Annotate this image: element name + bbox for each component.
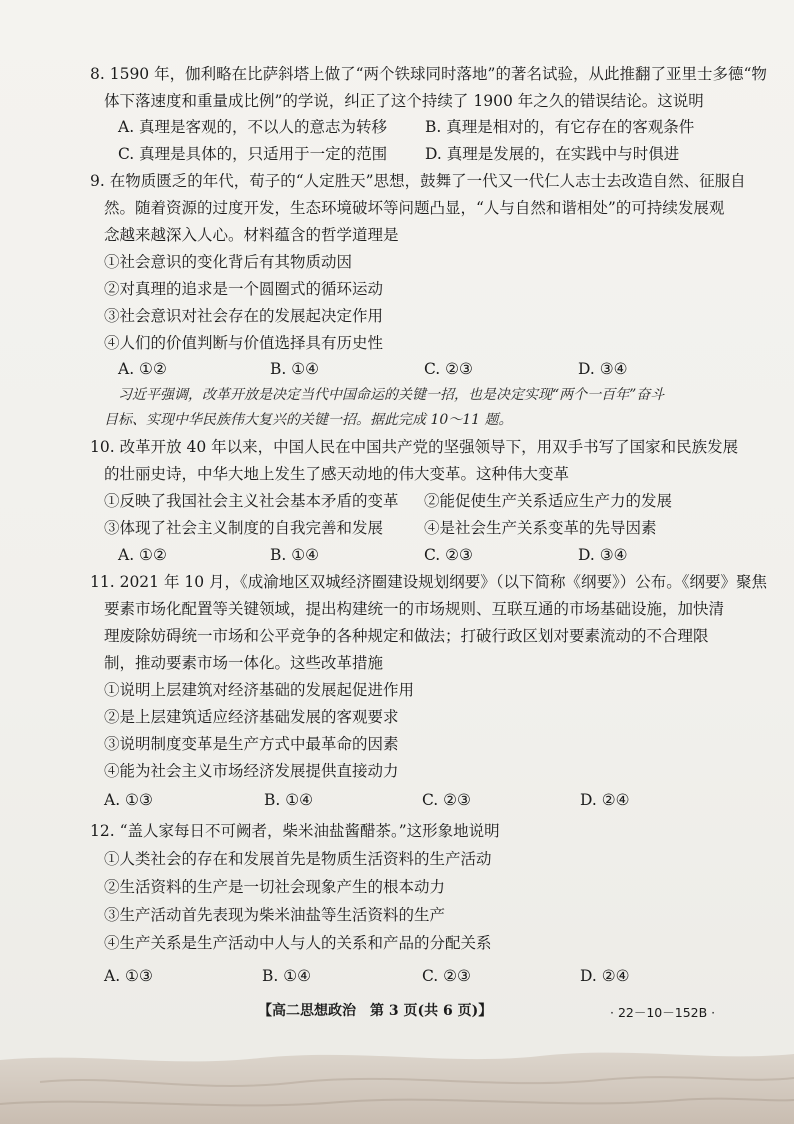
q11-stem-line-2: 要素市场化配置等关键领域，提出构建统一的市场规则、互联互通的市场基础设施，加快清	[104, 600, 725, 618]
page-bottom-edge-shadow	[0, 1038, 794, 1124]
page-footer-label: 【高二思想政治 第 3 页(共 6 页)】	[258, 1003, 493, 1019]
q9-stem-line-2: 然。随着资源的过度开发，生态环境破坏等问题凸显，“人与自然和谐相处”的可持续发展观	[104, 199, 725, 217]
q10-stem-line-2: 的壮丽史诗，中华大地上发生了感天动地的伟大变革。这种伟大变革	[104, 465, 570, 483]
q9-option-b: B. ①④	[270, 360, 320, 378]
q10-statement-1: ①反映了我国社会主义社会基本矛盾的变革	[104, 492, 399, 510]
q11-stem-line-4: 制，推动要素市场一体化。这些改革措施	[104, 654, 384, 672]
q12-statement-3: ③生产活动首先表现为柴米油盐等生活资料的生产	[104, 906, 446, 924]
q10-option-b: B. ①④	[270, 546, 320, 564]
q10-statement-2: ②能促使生产关系适应生产力的发展	[424, 492, 673, 510]
material-note-line-1: 习近平强调，改革开放是决定当代中国命运的关键一招，也是决定实现“两个一百年”奋斗	[118, 387, 665, 403]
q11-option-d: D. ②④	[580, 791, 630, 809]
q9-statement-2: ②对真理的追求是一个圆圈式的循环运动	[104, 280, 384, 298]
q12-option-c: C. ②③	[422, 967, 471, 985]
q9-stem-line-3: 念越来越深入人心。材料蕴含的哲学道理是	[104, 226, 399, 244]
q12-option-b: B. ①④	[262, 967, 312, 985]
q10-option-c: C. ②③	[424, 546, 473, 564]
q12-statement-2: ②生活资料的生产是一切社会现象产生的根本动力	[104, 878, 446, 896]
q11-option-a: A. ①③	[104, 791, 153, 809]
q10-stem-line-1: 10. 改革开放 40 年以来，中国人民在中国共产党的坚强领导下，用双手书写了国家和民族发展	[90, 438, 739, 456]
q11-statement-4: ④能为社会主义市场经济发展提供直接动力	[104, 762, 399, 780]
q11-statement-3: ③说明制度变革是生产方式中最革命的因素	[104, 735, 399, 753]
q10-option-d: D. ③④	[578, 546, 628, 564]
q9-statement-4: ④人们的价值判断与价值选择具有历史性	[104, 334, 384, 352]
q9-option-c: C. ②③	[424, 360, 473, 378]
q9-statement-1: ①社会意识的变化背后有其物质动因	[104, 253, 353, 271]
q12-statement-4: ④生产关系是生产活动中人与人的关系和产品的分配关系	[104, 934, 492, 952]
q10-statement-3: ③体现了社会主义制度的自我完善和发展	[104, 519, 384, 537]
q8-option-d: D. 真理是发展的，在实践中与时俱进	[425, 145, 680, 163]
q11-option-c: C. ②③	[422, 791, 471, 809]
q9-stem-line-1: 9. 在物质匮乏的年代，荀子的“人定胜天”思想，鼓舞了一代又一代仁人志士去改造自然、征服自	[90, 172, 746, 190]
q9-statement-3: ③社会意识对社会存在的发展起决定作用	[104, 307, 384, 325]
q10-option-a: A. ①②	[118, 546, 167, 564]
q8-option-a: A. 真理是客观的，不以人的意志为转移	[118, 118, 388, 136]
q12-stem: 12. “盖人家每日不可阙者，柴米油盐酱醋茶。”这形象地说明	[90, 822, 500, 840]
q8-option-c: C. 真理是具体的，只适用于一定的范围	[118, 145, 388, 163]
q8-option-b: B. 真理是相对的，有它存在的客观条件	[425, 118, 695, 136]
q8-stem-line-1: 8. 1590 年，伽利略在比萨斜塔上做了“两个铁球同时落地”的著名试验，从此推翻了亚里士多德“物	[90, 65, 767, 83]
q11-statement-2: ②是上层建筑适应经济基础发展的客观要求	[104, 708, 399, 726]
q12-option-a: A. ①③	[104, 967, 153, 985]
material-note-line-2: 目标、实现中华民族伟大复兴的关键一招。据此完成 10～11 题。	[104, 412, 513, 428]
q11-statement-1: ①说明上层建筑对经济基础的发展起促进作用	[104, 681, 415, 699]
q9-option-d: D. ③④	[578, 360, 628, 378]
q11-stem-line-1: 11. 2021 年 10 月，《成渝地区双城经济圈建设规划纲要》（以下简称《纲要》）公布。《纲要》聚焦	[90, 573, 768, 591]
q9-option-a: A. ①②	[118, 360, 167, 378]
q8-stem-line-2: 体下落速度和重量成比例”的学说，纠正了这个持续了 1900 年之久的错误结论。这说明	[104, 92, 704, 110]
q11-option-b: B. ①④	[264, 791, 314, 809]
q12-statement-1: ①人类社会的存在和发展首先是物质生活资料的生产活动	[104, 850, 492, 868]
q12-option-d: D. ②④	[580, 967, 630, 985]
q10-statement-4: ④是社会生产关系变革的先导因素	[424, 519, 657, 537]
exam-code: · 22－10－152B ·	[610, 1005, 716, 1020]
q11-stem-line-3: 理废除妨碍统一市场和公平竞争的各种规定和做法；打破行政区划对要素流动的不合理限	[104, 627, 709, 645]
